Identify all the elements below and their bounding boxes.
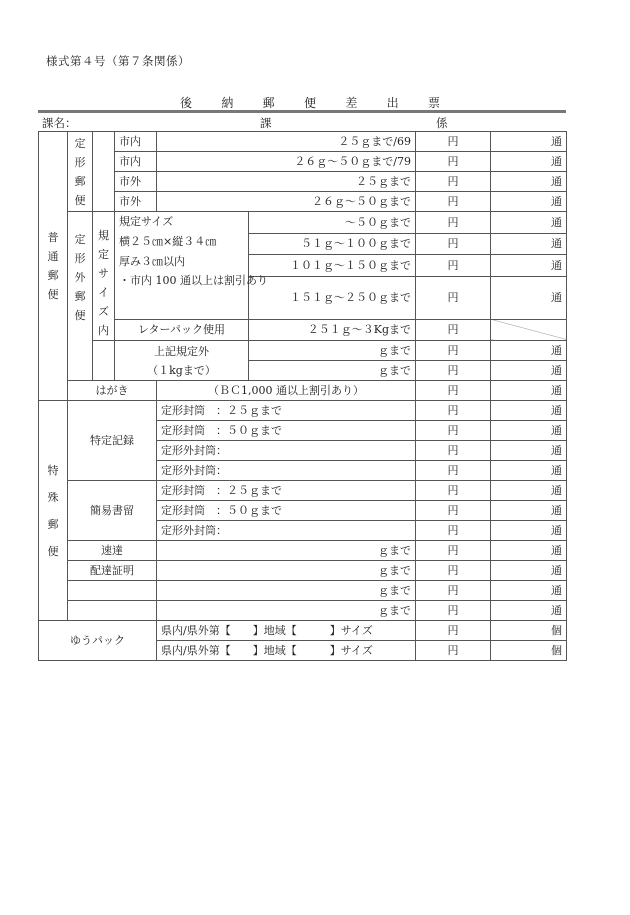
table-row [39, 319, 567, 340]
yen-cell: 円 [416, 319, 491, 340]
weight-cell: ｇまで [249, 361, 416, 381]
yen-cell: 円 [416, 381, 491, 401]
yen-cell: 円 [416, 255, 491, 277]
count-cell: 通 [491, 481, 567, 501]
futsuu-yubin-label: 普 通 郵 便 [39, 132, 68, 401]
envelope-cell: 定形封筒 ：５０ｇまで [157, 421, 416, 441]
envelope-cell: 定形封筒 ：５０ｇまで [157, 501, 416, 521]
count-cell: 通 [491, 461, 567, 481]
yen-cell: 円 [416, 233, 491, 255]
table-row [39, 132, 567, 152]
count-cell: 通 [491, 521, 567, 541]
weight-cell: ～５０ｇまで [249, 212, 416, 234]
envelope-cell: 定形外封筒： [157, 441, 416, 461]
title-char: 票 [427, 96, 440, 110]
count-cell: 通 [491, 401, 567, 421]
weight-cell: １５１ｇ～２５０ｇまで [249, 276, 416, 319]
yen-cell: 円 [416, 481, 491, 501]
envelope-cell: 定形封筒 ：２５ｇまで [157, 481, 416, 501]
count-cell: 通 [491, 581, 567, 601]
title-char: 後 [180, 96, 193, 110]
count-cell: 通 [491, 441, 567, 461]
yen-cell: 円 [416, 361, 491, 381]
yen-cell: 円 [416, 192, 491, 212]
yen-cell: 円 [416, 561, 491, 581]
weight-cell: ｇまで [249, 341, 416, 361]
yen-cell: 円 [416, 621, 491, 641]
table-row [39, 401, 567, 421]
count-cell: 通 [491, 541, 567, 561]
yen-cell: 円 [416, 341, 491, 361]
yen-cell: 円 [416, 152, 491, 172]
letterpack-label: レターパック使用 [115, 319, 249, 340]
count-cell: 個 [491, 621, 567, 641]
table-row [39, 152, 567, 172]
count-cell: 通 [491, 212, 567, 234]
blank-label-cell [68, 601, 157, 621]
title-char: 出 [386, 96, 399, 110]
count-cell: 通 [491, 601, 567, 621]
envelope-cell: 定形外封筒： [157, 461, 416, 481]
table-row [39, 381, 567, 401]
title-char: 郵 [262, 96, 275, 110]
kitei-size-nai-label: 規 定 サ イ ズ 内 [93, 212, 115, 341]
area-cell: 市外 [115, 172, 157, 192]
hagaki-label: はがき [68, 381, 157, 401]
table-row [39, 481, 567, 501]
yupack-label: ゆうパック [39, 621, 157, 661]
weight-cell: ２５ｇまで/69 [157, 132, 416, 152]
kan-i-kakitome-label: 簡易書留 [68, 481, 157, 541]
count-cell: 通 [491, 381, 567, 401]
crossed-cell [491, 319, 567, 340]
table-row [39, 561, 567, 581]
unit-label: 係 [436, 116, 448, 130]
table-row [39, 541, 567, 561]
table-row [39, 341, 567, 361]
weight-cell: ５１ｇ～１００ｇまで [249, 233, 416, 255]
yen-cell: 円 [416, 212, 491, 234]
spacer-cell [93, 341, 115, 381]
kitei-gai-label: 上記規定外 （１kgまで） [115, 341, 249, 381]
envelope-cell: 定形外封筒： [157, 521, 416, 541]
yen-cell: 円 [416, 132, 491, 152]
area-cell: 市内 [115, 132, 157, 152]
area-cell: 市外 [115, 192, 157, 212]
weight-cell: １０１ｇ～１５０ｇまで [249, 255, 416, 277]
department-row [38, 113, 566, 130]
yupack-size-cell: 県内/県外第【 】地域【 】サイズ [157, 621, 416, 641]
teikei-label: 定 形 郵 便 [68, 132, 93, 212]
weight-cell: ２６ｇ～５０ｇまで/79 [157, 152, 416, 172]
size-conditions: 規定サイズ 横２５㎝×縦３４㎝ 厚み３㎝以内 ・市内 100 通以上は割引あり [115, 212, 249, 320]
tokutei-kiroku-label: 特定記録 [68, 401, 157, 481]
title-char: 差 [345, 96, 358, 110]
count-cell: 通 [491, 132, 567, 152]
count-cell: 通 [491, 276, 567, 319]
yupack-size-cell: 県内/県外第【 】地域【 】サイズ [157, 641, 416, 661]
yen-cell: 円 [416, 461, 491, 481]
title-char: 納 [221, 96, 234, 110]
yen-cell: 円 [416, 601, 491, 621]
table-row [39, 212, 567, 234]
table-row [39, 172, 567, 192]
hagaki-note: （ＢＣ1,000 通以上割引あり） [157, 381, 416, 401]
yen-cell: 円 [416, 521, 491, 541]
table-row [39, 621, 567, 641]
teikeigai-label: 定 形 外 郵 便 [68, 212, 93, 381]
form-number-label: 様式第４号（第７条関係） [46, 54, 190, 68]
yen-cell: 円 [416, 641, 491, 661]
count-cell: 通 [491, 233, 567, 255]
count-cell: 通 [491, 501, 567, 521]
section-label: 課 [260, 116, 272, 130]
count-cell: 通 [491, 152, 567, 172]
yen-cell: 円 [416, 501, 491, 521]
yen-cell: 円 [416, 421, 491, 441]
count-cell: 通 [491, 172, 567, 192]
haitatsu-shomei-label: 配達証明 [68, 561, 157, 581]
yen-cell: 円 [416, 581, 491, 601]
yen-cell: 円 [416, 401, 491, 421]
envelope-cell: 定形封筒 ：２５ｇまで [157, 401, 416, 421]
weight-cell: ２５ｇまで [157, 172, 416, 192]
yen-cell: 円 [416, 276, 491, 319]
count-cell: 通 [491, 192, 567, 212]
count-cell: 通 [491, 255, 567, 277]
count-cell: 通 [491, 421, 567, 441]
area-cell: 市内 [115, 152, 157, 172]
table-row [39, 581, 567, 601]
yen-cell: 円 [416, 541, 491, 561]
weight-cell: ｇまで [157, 581, 416, 601]
yen-cell: 円 [416, 172, 491, 192]
sokutatsu-label: 速達 [68, 541, 157, 561]
count-cell: 通 [491, 561, 567, 581]
table-row [39, 601, 567, 621]
spacer-cell [93, 132, 115, 212]
postage-table [38, 131, 567, 661]
document-title [180, 94, 440, 111]
count-cell: 通 [491, 361, 567, 381]
weight-cell: ｇまで [157, 561, 416, 581]
count-cell: 個 [491, 641, 567, 661]
count-cell: 通 [491, 341, 567, 361]
tokushu-yubin-label: 特 殊 郵 便 [39, 401, 68, 621]
weight-cell: ２６ｇ～５０ｇまで [157, 192, 416, 212]
yen-cell: 円 [416, 441, 491, 461]
weight-cell: ｇまで [157, 601, 416, 621]
department-name-label: 課名： [42, 116, 77, 130]
weight-cell: ２５１ｇ～３Kgまで [249, 319, 416, 340]
title-char: 便 [303, 96, 316, 110]
weight-cell: ｇまで [157, 541, 416, 561]
blank-label-cell [68, 581, 157, 601]
table-row [39, 192, 567, 212]
